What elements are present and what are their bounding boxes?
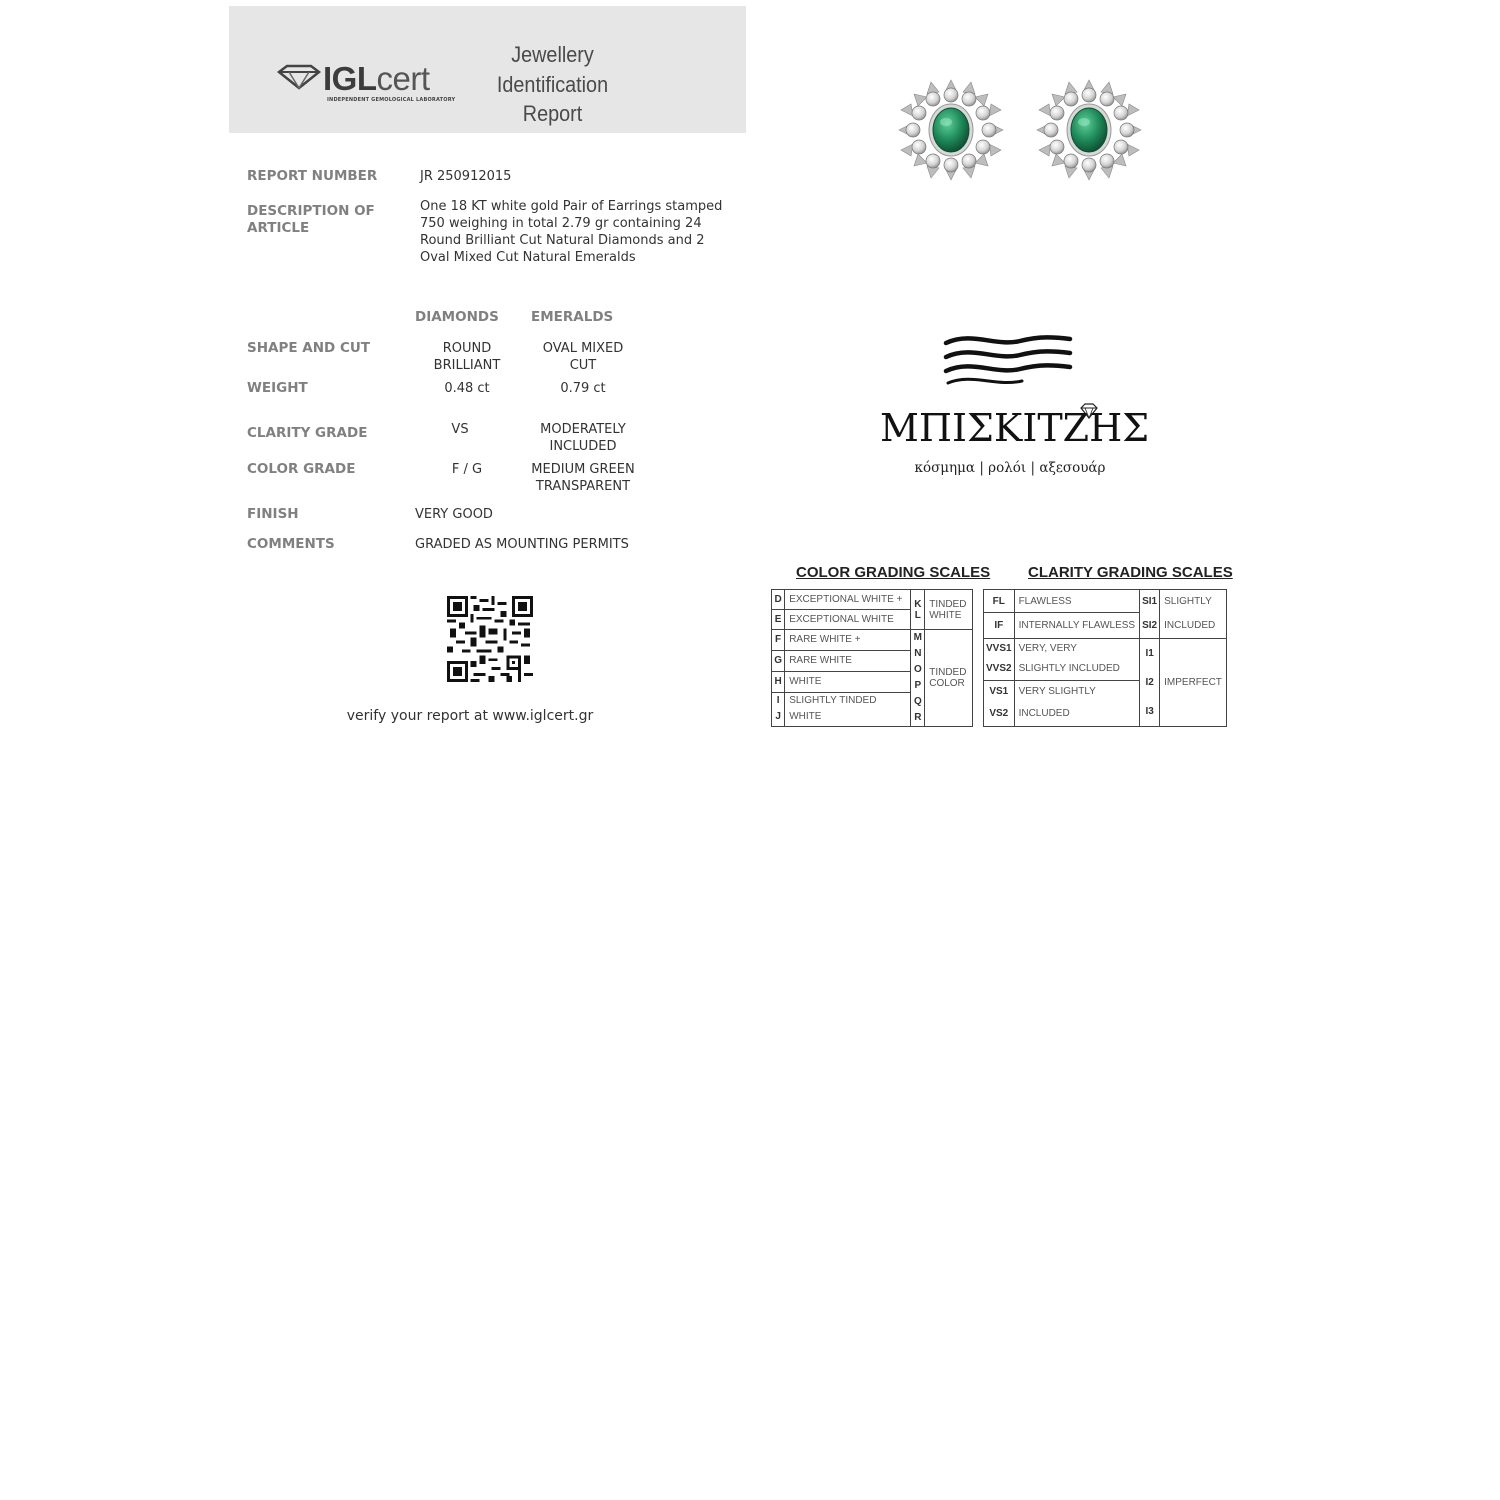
- color-scale-title: COLOR GRADING SCALES: [796, 564, 991, 581]
- verify-link-text[interactable]: verify your report at www.iglcert.gr: [346, 708, 594, 724]
- diamond-color-value: F / G: [451, 462, 483, 477]
- emerald-color-value: MEDIUM GREEN TRANSPARENT: [531, 462, 635, 494]
- color-desc: EXCEPTIONAL WHITE +: [785, 590, 911, 610]
- clarity-code-vs: VS1 VS2: [984, 680, 1015, 726]
- emerald-shape-value: OVAL MIXED CUT: [542, 341, 624, 373]
- color-code-kl: K L: [911, 590, 925, 630]
- report-header: [229, 6, 746, 133]
- color-desc-kl: TINDED WHITE: [925, 590, 973, 630]
- clarity-code-si: SI1 SI2: [1140, 590, 1160, 639]
- finish-label: FINISH: [247, 506, 299, 522]
- diamond-logo-icon: [277, 64, 321, 90]
- clarity-code-i: I1 I2 I3: [1140, 639, 1160, 727]
- color-desc: EXCEPTIONAL WHITE: [785, 610, 911, 630]
- diamond-weight-value: 0.48 ct: [444, 381, 490, 396]
- clarity-desc: FLAWLESS: [1014, 590, 1140, 613]
- emerald-weight-value: 0.79 ct: [560, 381, 606, 396]
- report-title: Jewellery Identification Report: [496, 42, 609, 126]
- color-code: F: [772, 630, 785, 651]
- shape-cut-label: SHAPE AND CUT: [247, 340, 371, 356]
- report-number-label: REPORT NUMBER: [247, 168, 378, 184]
- igl-logo-text: IGLcert: [323, 60, 430, 97]
- emerald-clarity-value: MODERATELY INCLUDED: [540, 422, 626, 454]
- diamonds-column-header: DIAMONDS: [415, 309, 499, 325]
- clarity-scale-table: [983, 589, 1227, 727]
- color-desc: WHITE: [785, 671, 911, 692]
- clarity-desc-i: IMPERFECT: [1160, 639, 1227, 727]
- color-desc-mr: TINDED COLOR: [925, 630, 973, 727]
- clarity-code: IF: [984, 613, 1015, 639]
- clarity-desc-si: SLIGHTLY INCLUDED: [1160, 590, 1227, 639]
- report-number-value: JR 250912015: [420, 169, 512, 184]
- comments-label: COMMENTS: [247, 536, 335, 552]
- qr-code[interactable]: [447, 596, 533, 682]
- shop-tagline: κόσμημα | ρολόι | αξεσουάρ: [914, 460, 1106, 476]
- clarity-grade-label: CLARITY GRADE: [247, 425, 368, 441]
- color-code: H: [772, 671, 785, 692]
- color-desc: RARE WHITE +: [785, 630, 911, 651]
- igl-logo-subtitle: INDEPENDENT GEMOLOGICAL LABORATORY: [327, 97, 456, 103]
- shop-name: ΜΠΙΣΚΙΤΖΗΣ: [880, 406, 1150, 450]
- description-label: DESCRIPTION OF ARTICLE: [247, 203, 375, 236]
- diamond-clarity-value: VS: [451, 422, 469, 437]
- color-code-mr: M N O P Q R: [911, 630, 925, 727]
- clarity-code-vvs: VVS1 VVS2: [984, 639, 1015, 681]
- color-desc: RARE WHITE: [785, 650, 911, 671]
- color-code: D: [772, 590, 785, 610]
- comments-value: GRADED AS MOUNTING PERMITS: [415, 537, 629, 552]
- weight-label: WEIGHT: [247, 380, 308, 396]
- color-desc-ij: SLIGHTLY TINDED WHITE: [785, 692, 911, 726]
- color-code-ij: I J: [772, 692, 785, 726]
- shop-waves-logo-icon: [942, 333, 1074, 387]
- color-scale-table: [771, 589, 973, 727]
- emeralds-column-header: EMERALDS: [531, 309, 614, 325]
- color-code: G: [772, 650, 785, 671]
- color-code: E: [772, 610, 785, 630]
- earrings-photo: [895, 72, 1145, 188]
- clarity-scale-title: CLARITY GRADING SCALES: [1028, 564, 1233, 581]
- color-grade-label: COLOR GRADE: [247, 461, 356, 477]
- diamond-shape-value: ROUND BRILLIANT: [433, 341, 501, 373]
- clarity-code: FL: [984, 590, 1015, 613]
- clarity-desc-vs: VERY SLIGHTLY INCLUDED: [1014, 680, 1140, 726]
- clarity-desc-vvs: VERY, VERY SLIGHTLY INCLUDED: [1014, 639, 1140, 681]
- description-value: One 18 KT white gold Pair of Earrings stamped 750 weighing in total 2.79 gr containing 24 Round Brilliant Cut Natural Diamonds and 2 Oval Mixed Cut Natural Emeralds: [420, 199, 723, 265]
- clarity-desc: INTERNALLY FLAWLESS: [1014, 613, 1140, 639]
- finish-value: VERY GOOD: [415, 507, 493, 522]
